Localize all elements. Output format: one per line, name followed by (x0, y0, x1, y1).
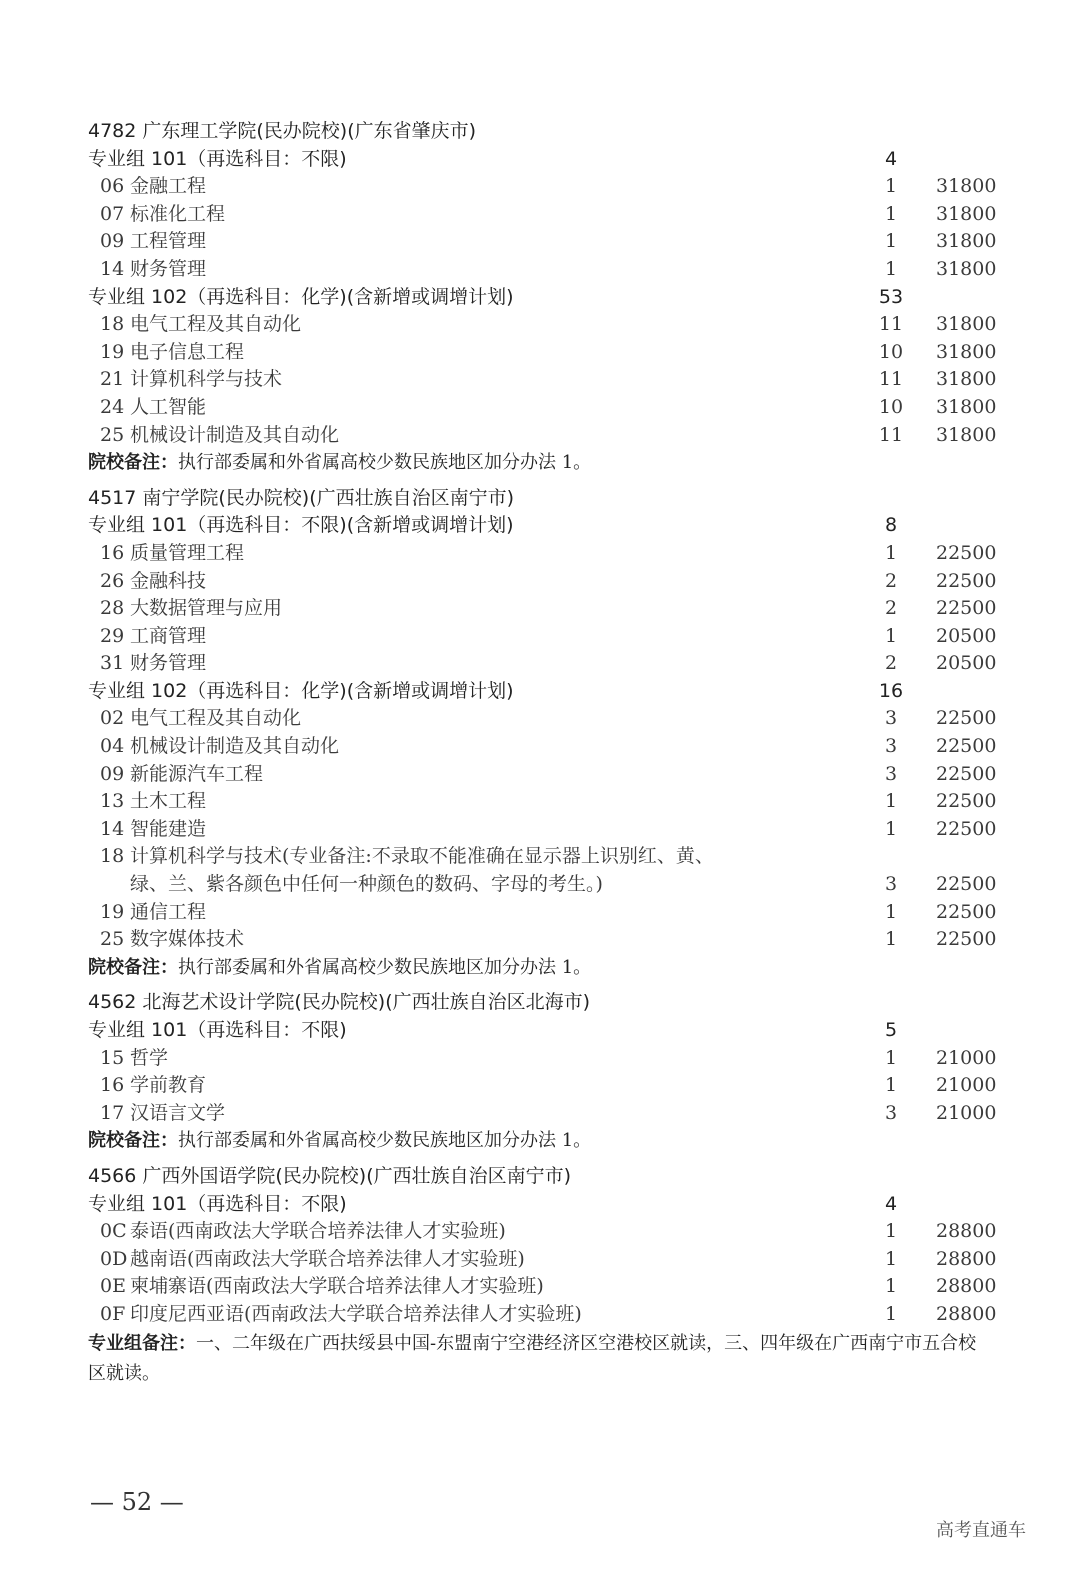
major-row (88, 1218, 1008, 1246)
major-fee: 22500 (936, 873, 997, 896)
major-row (88, 1301, 1008, 1329)
institution-header: 4517 南宁学院(民办院校)(广西壮族自治区南宁市) (88, 486, 515, 509)
major-name: 智能建造 (130, 817, 207, 840)
major-row (88, 339, 1008, 367)
major-fee: 31800 (936, 313, 997, 336)
major-group-header (88, 1017, 1008, 1045)
major-row (88, 1100, 1008, 1128)
group-count: 5 (884, 1019, 898, 1041)
page-number: — 52 — (90, 1488, 184, 1516)
major-count: 11 (878, 313, 904, 336)
major-name: 泰语(西南政法大学联合培养法律人才实验班) (130, 1220, 506, 1243)
major-count: 2 (884, 597, 898, 620)
major-fee: 21000 (936, 1101, 997, 1124)
major-name: 大数据管理与应用 (130, 597, 283, 620)
group-title: 专业组 101（再选科目：不限) (88, 1019, 347, 1041)
major-fee: 22500 (936, 707, 997, 730)
major-code: 29 (100, 624, 125, 647)
major-name-continuation: 绿、兰、紫各颜色中任何一种颜色的数码、字母的考生。) (130, 873, 603, 896)
major-code: 09 (100, 230, 125, 253)
major-row (88, 705, 1008, 733)
major-count: 1 (884, 1220, 898, 1243)
major-fee: 22500 (936, 928, 997, 951)
major-fee: 31800 (936, 230, 997, 253)
major-count: 3 (884, 735, 898, 758)
institution-note (88, 954, 1008, 982)
major-count: 10 (878, 395, 904, 418)
institution-note (88, 449, 1008, 477)
major-row (88, 650, 1008, 678)
major-name: 印度尼西亚语(西南政法大学联合培养法律人才实验班) (130, 1302, 582, 1325)
major-fee: 20500 (936, 652, 997, 675)
major-name: 通信工程 (130, 900, 207, 923)
major-count: 1 (884, 230, 898, 253)
major-row (88, 568, 1008, 596)
note-label: 院校备注： (88, 956, 178, 978)
major-name: 计算机科学与技术(专业备注:不录取不能准确在显示器上识别红、黄、 (130, 845, 714, 868)
major-count: 1 (884, 900, 898, 923)
major-name: 汉语言文学 (130, 1101, 226, 1124)
major-count: 1 (884, 202, 898, 225)
major-name: 机械设计制造及其自动化 (130, 735, 340, 758)
group-title: 专业组 101（再选科目：不限) (88, 147, 347, 170)
major-name: 标准化工程 (130, 202, 226, 225)
major-row (88, 733, 1008, 761)
major-count: 11 (878, 368, 904, 391)
major-name: 金融工程 (130, 175, 207, 198)
major-name: 质量管理工程 (130, 541, 245, 564)
major-code: 25 (100, 928, 125, 951)
major-code: 16 (100, 1074, 125, 1097)
major-code: 28 (100, 597, 125, 620)
major-code: 26 (100, 569, 125, 592)
major-name: 电子信息工程 (130, 340, 245, 363)
major-row (88, 1072, 1008, 1100)
major-fee: 28800 (936, 1302, 997, 1325)
major-count: 1 (884, 175, 898, 198)
major-group-header (88, 146, 1008, 174)
major-code: 18 (100, 845, 125, 868)
major-count: 2 (884, 652, 898, 675)
group-count: 8 (884, 514, 898, 537)
major-code: 02 (100, 707, 125, 730)
major-fee: 22500 (936, 900, 997, 923)
major-name: 计算机科学与技术 (130, 368, 283, 391)
major-row (88, 926, 1008, 954)
major-name: 数字媒体技术 (130, 928, 245, 951)
major-row (88, 422, 1008, 450)
major-code: 19 (100, 900, 125, 923)
major-fee: 28800 (936, 1220, 997, 1243)
note-text: 一、二年级在广西扶绥县中国-东盟南宁空港经济区空港校区就读，三、四年级在广西南宁市五合校区就读。 (88, 1332, 977, 1384)
major-fee: 31800 (936, 340, 997, 363)
major-count: 1 (884, 1046, 898, 1069)
major-name: 电气工程及其自动化 (130, 313, 302, 336)
major-code: 17 (100, 1101, 125, 1124)
institution-header: 4566 广西外国语学院(民办院校)(广西壮族自治区南宁市) (88, 1164, 572, 1187)
major-name: 金融科技 (130, 569, 207, 592)
major-code: 18 (100, 313, 125, 336)
major-fee: 22500 (936, 790, 997, 813)
major-name: 工程管理 (130, 230, 207, 253)
major-code: 19 (100, 340, 125, 363)
major-name: 新能源汽车工程 (130, 762, 264, 785)
note-label: 院校备注： (88, 1130, 178, 1152)
major-name: 哲学 (130, 1046, 169, 1069)
major-code: 15 (100, 1046, 125, 1069)
major-code: 06 (100, 175, 125, 198)
major-fee: 22500 (936, 735, 997, 758)
major-count: 1 (884, 1275, 898, 1298)
major-count: 3 (884, 873, 898, 896)
major-row (88, 816, 1008, 844)
institution-header: 4782 广东理工学院(民办院校)(广东省肇庆市) (88, 120, 477, 142)
note-text: 执行部委属和外省属高校少数民族地区加分办法 1。 (178, 452, 592, 474)
major-code: 21 (100, 368, 125, 391)
group-count: 53 (878, 285, 904, 308)
major-row (88, 394, 1008, 422)
major-fee: 22500 (936, 762, 997, 785)
major-fee: 31800 (936, 202, 997, 225)
major-row (88, 173, 1008, 201)
major-group-header (88, 512, 1008, 540)
note-label: 院校备注： (88, 452, 178, 474)
major-code: 0D (100, 1247, 128, 1270)
major-fee: 22500 (936, 817, 997, 840)
group-note (88, 1329, 988, 1389)
major-row (88, 899, 1008, 927)
major-count: 1 (884, 541, 898, 564)
major-row (88, 1246, 1008, 1274)
major-code: 0E (100, 1275, 126, 1298)
major-count: 1 (884, 1247, 898, 1270)
major-name: 电气工程及其自动化 (130, 707, 302, 730)
major-fee: 28800 (936, 1247, 997, 1270)
major-name: 财务管理 (130, 257, 207, 280)
group-count: 4 (884, 147, 898, 170)
major-row (88, 595, 1008, 623)
major-group-header (88, 284, 1008, 312)
major-code: 14 (100, 817, 125, 840)
group-title: 专业组 101（再选科目：不限)(含新增或调增计划) (88, 514, 514, 537)
major-code: 24 (100, 395, 125, 418)
major-count: 1 (884, 624, 898, 647)
major-code: 14 (100, 257, 125, 280)
major-count: 10 (878, 340, 904, 363)
major-row (88, 311, 1008, 339)
major-count: 1 (884, 817, 898, 840)
major-fee: 31800 (936, 423, 997, 446)
major-row (88, 788, 1008, 816)
note-text: 执行部委属和外省属高校少数民族地区加分办法 1。 (178, 956, 592, 978)
major-code: 0F (100, 1302, 126, 1325)
major-code: 16 (100, 541, 125, 564)
major-count: 1 (884, 257, 898, 280)
major-code: 09 (100, 762, 125, 785)
group-title: 专业组 101（再选科目：不限) (88, 1192, 347, 1215)
major-fee: 21000 (936, 1074, 997, 1097)
major-code: 25 (100, 423, 125, 446)
major-fee: 31800 (936, 395, 997, 418)
group-count: 4 (884, 1192, 898, 1215)
group-title: 专业组 102（再选科目：化学)(含新增或调增计划) (88, 285, 514, 308)
major-name: 柬埔寨语(西南政法大学联合培养法律人才实验班) (130, 1275, 544, 1298)
major-count: 1 (884, 1302, 898, 1325)
major-code: 31 (100, 652, 125, 675)
note-label: 专业组备注： (88, 1332, 196, 1354)
major-row (88, 228, 1008, 256)
major-name: 机械设计制造及其自动化 (130, 423, 340, 446)
major-row (88, 366, 1008, 394)
institution-header: 4562 北海艺术设计学院(民办院校)(广西壮族自治区北海市) (88, 991, 591, 1014)
major-fee: 22500 (936, 541, 997, 564)
institution-note (88, 1127, 1008, 1155)
major-row (88, 1045, 1008, 1073)
major-count: 3 (884, 1101, 898, 1124)
major-row (88, 540, 1008, 568)
major-fee: 31800 (936, 257, 997, 280)
major-group-header (88, 1191, 1008, 1219)
major-name: 工商管理 (130, 624, 207, 647)
admission-plan-page (88, 118, 1008, 1389)
major-count: 2 (884, 569, 898, 592)
major-fee: 21000 (936, 1046, 997, 1069)
major-row (88, 761, 1008, 789)
major-group-header (88, 678, 1008, 706)
major-fee: 31800 (936, 175, 997, 198)
major-name: 土木工程 (130, 790, 207, 813)
group-count: 16 (878, 679, 904, 702)
major-code: 13 (100, 790, 125, 813)
major-row (88, 1273, 1008, 1301)
major-fee: 28800 (936, 1275, 997, 1298)
major-count: 11 (878, 423, 904, 446)
major-name: 人工智能 (130, 395, 207, 418)
major-count: 1 (884, 790, 898, 813)
major-row (88, 623, 1008, 651)
major-count: 3 (884, 762, 898, 785)
major-row (88, 256, 1008, 284)
major-fee: 22500 (936, 569, 997, 592)
major-fee: 22500 (936, 597, 997, 620)
note-text: 执行部委属和外省属高校少数民族地区加分办法 1。 (178, 1130, 592, 1152)
major-row (88, 201, 1008, 229)
major-count: 1 (884, 928, 898, 951)
major-name: 学前教育 (130, 1074, 207, 1097)
major-code: 0C (100, 1220, 127, 1243)
major-count: 3 (884, 707, 898, 730)
major-name: 财务管理 (130, 652, 207, 675)
group-title: 专业组 102（再选科目：化学)(含新增或调增计划) (88, 679, 514, 702)
major-code: 04 (100, 735, 125, 758)
major-fee: 31800 (936, 368, 997, 391)
major-row (88, 843, 1008, 898)
watermark: 高考直通车 (936, 1520, 1026, 1541)
major-code: 07 (100, 202, 125, 225)
major-name: 越南语(西南政法大学联合培养法律人才实验班) (130, 1247, 525, 1270)
major-fee: 20500 (936, 624, 997, 647)
major-count: 1 (884, 1074, 898, 1097)
